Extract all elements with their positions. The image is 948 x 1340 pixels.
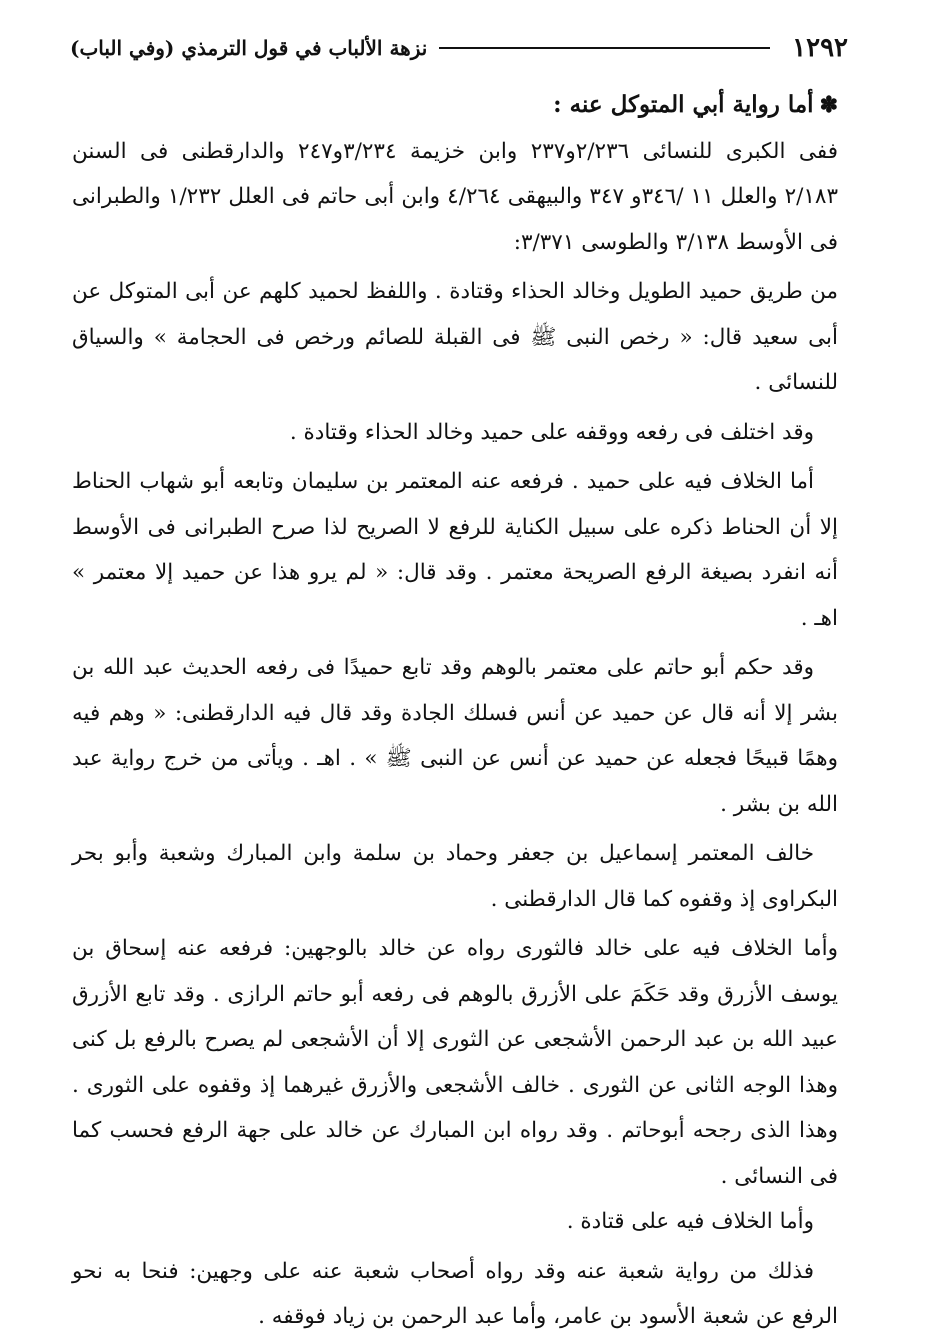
running-title: نزهة الألباب في قول الترمذي (وفي الباب) <box>70 36 428 60</box>
page-number: ١٢٩٢ <box>792 33 848 63</box>
paragraph-khalid: وأما الخلاف فيه على خالد فالثورى رواه عن خالد بالوجهين: فرفعه عنه إسحاق بن يوسف الأزرق وقد حَكَمَ على الأزرق بالوهم فى رفعه أبو حاتم الرازى . وقد تابع الأزرق عبيد الله بن عبد الرحمن الأشجعى عن الثورى إلا أن الأشجعى لم يصرح بالرفع بل كنى وهذا الوجه الثانى عن الثورى . خالف الأشجعى والأزرق غيرهما إذ وقفوه على الثورى . وهذا الذى رجحه أبوحاتم . وقد رواه ابن المبارك عن خالد على جهة الرفع فحسب كما فى النسائى . <box>72 936 838 1189</box>
paragraph-humaid: أما الخلاف فيه على حميد . فرفعه عنه المعتمر بن سليمان وتابعه أبو شهاب الحناط إلا أن الحناط ذكره على سبيل الكناية للرفع لا الصريح لذا صرح الطبرانى فى الأوسط أنه انفرد بصيغة الرفع الصريحة معتمر . وقد قال: « لم يرو هذا عن حميد إلا معتمر » اهـ . <box>72 469 838 631</box>
section-heading <box>72 82 838 129</box>
paragraph-sources: ففى الكبرى للنسائى ٢/٢٣٦و٢٣٧ وابن خزيمة ٣/٢٣٤و٢٤٧ والدارقطنى فى السنن ٢/١٨٣ والعلل ١١ /٣٤٦و ٣٤٧ والبيهقى ٤/٢٦٤ وابن أبى حاتم فى العلل ١/٢٣٢ والطبرانى فى الأوسط ٣/١٣٨ والطوسى ٣/٣٧١: <box>72 138 839 255</box>
body-text <box>72 82 838 1340</box>
paragraph-dispute: وقد اختلف فى رفعه ووقفه على حميد وخالد الحذاء وقتادة . <box>289 419 814 445</box>
paragraph-route: من طريق حميد الطويل وخالد الحذاء وقتادة . واللفظ لحميد كلهم عن أبى المتوكل عن أبى سعيد قال: « رخص النبى ﷺ فى القبلة للصائم ورخص فى الحجامة » والسياق للنسائى . <box>72 279 838 395</box>
paragraph-qatada-heading: وأما الخلاف فيه على قتادة . <box>566 1209 814 1234</box>
section-heading-text: أما رواية أبي المتوكل عنه : <box>553 91 814 118</box>
page-header <box>70 30 848 66</box>
paragraph-abu-hatim: وقد حكم أبو حاتم على معتمر بالوهم وقد تابع حميدًا فى رفعه الحديث عبد الله بن بشر إلا أنه قال عن حميد عن أنس فسلك الجادة وقد قال فيه الدارقطنى: « وهم فيه وهمًا قبيحًا فجعله عن حميد عن أنس عن النبى ﷺ » . اهـ . ويأتى من خرج رواية عبد الله بن بشر . <box>72 655 838 817</box>
header-rule <box>439 47 770 49</box>
paragraph-shuba: فذلك من رواية شعبة عنه وقد رواه أصحاب شعبة عنه على وجهين: فنحا به نحو الرفع عن شعبة الأسود بن عامر، وأما عبد الرحمن بن زياد فوقفه . <box>72 1258 838 1329</box>
paragraph-mutamir: خالف المعتمر إسماعيل بن جعفر وحماد بن سلمة وابن المبارك وشعبة وأبو بحر البكراوى إذ وقفوه كما قال الدارقطنى . <box>72 841 838 912</box>
star-icon: ✽ <box>819 92 838 118</box>
